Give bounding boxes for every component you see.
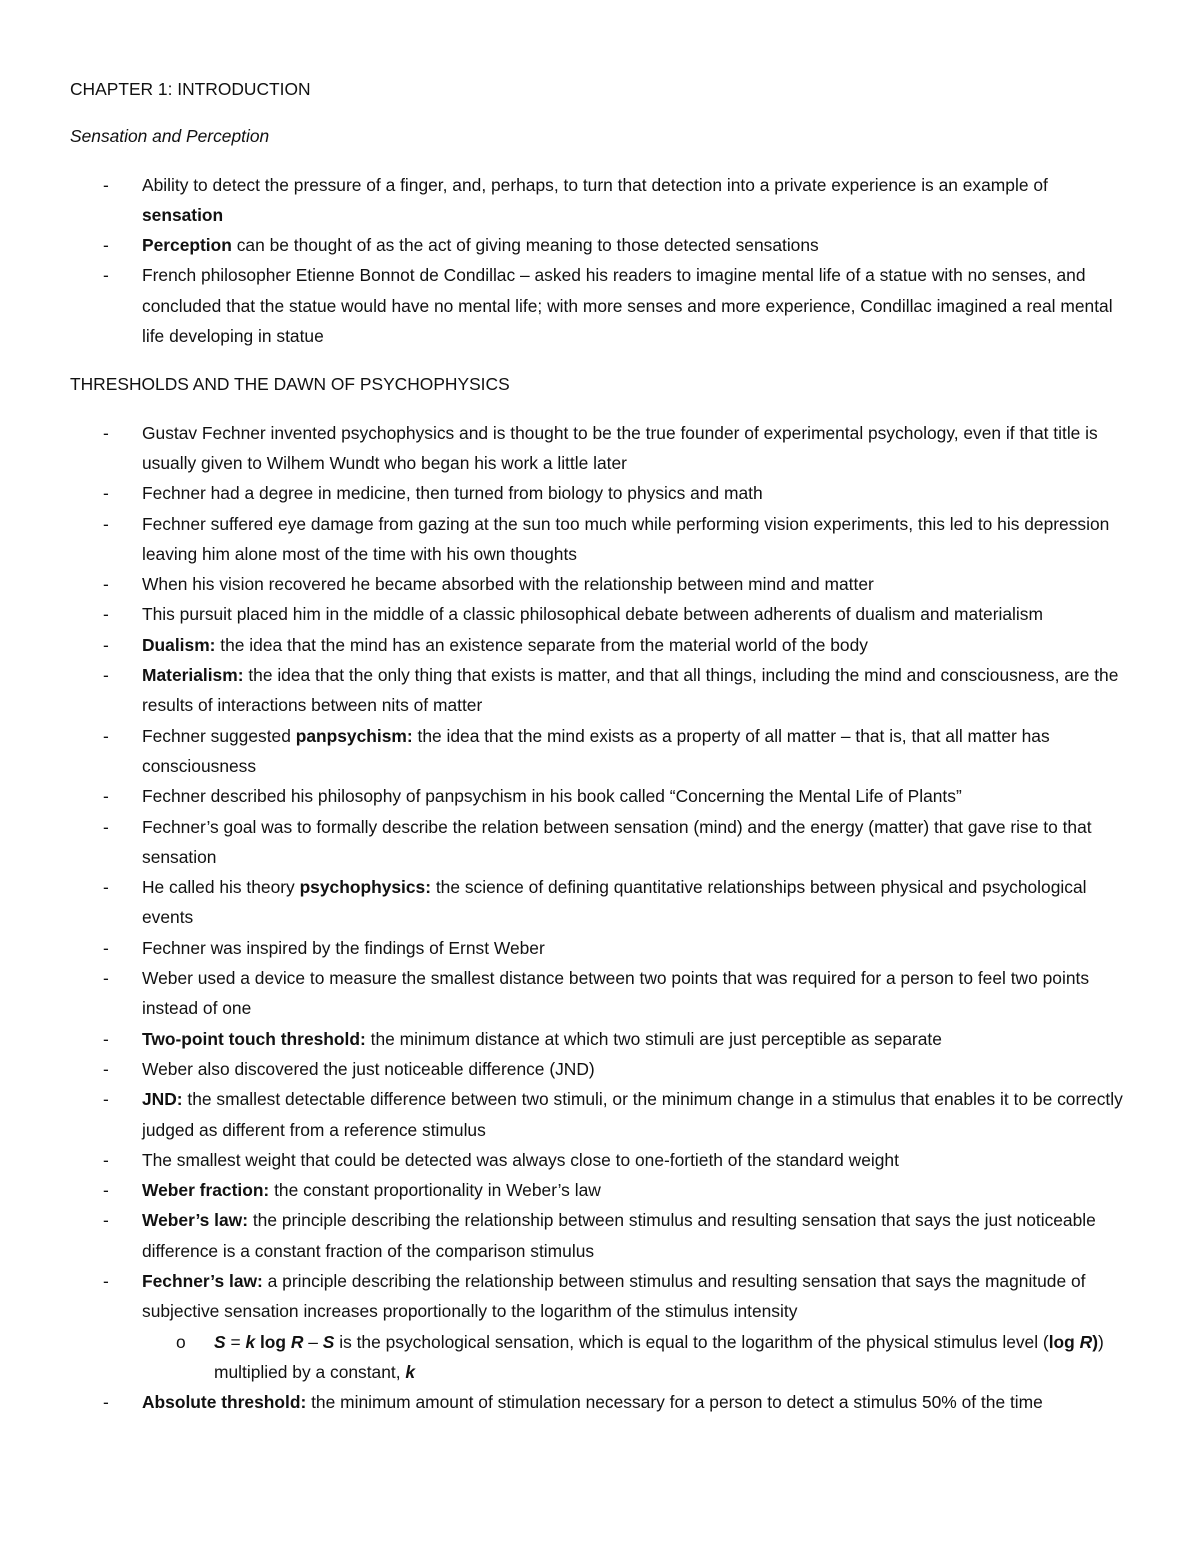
bullet-term: panpsychism: (295, 725, 413, 746)
dash-bullet-icon: - (103, 816, 109, 837)
thresholds-bullet-list (70, 418, 1130, 1327)
list-item (70, 599, 1130, 629)
formula-log-2: log (1048, 1331, 1080, 1352)
bullet-term: Perception (142, 235, 232, 256)
bullet-text-after: the minimum amount of stimulation necessary for a person to detect a stimulus 50% of the time (306, 1392, 1043, 1413)
dash-bullet-icon: - (103, 1149, 109, 1170)
formula-sub-list (70, 1327, 1130, 1388)
list-item (70, 721, 1130, 782)
dash-bullet-icon: - (103, 725, 109, 746)
bullet-text: The smallest weight that could be detected was always close to one-fortieth of the standard weight (142, 1149, 899, 1170)
dash-bullet-icon: - (103, 483, 109, 504)
list-item (70, 1145, 1130, 1175)
bullet-text-after: the minimum distance at which two stimuli are just perceptible as separate (365, 1028, 942, 1049)
dash-bullet-icon: - (103, 968, 109, 989)
circle-bullet-icon: o (176, 1331, 186, 1352)
sensation-bullet-list (70, 170, 1130, 352)
bullet-text-after: the idea that the mind has an existence separate from the material world of the body (215, 634, 868, 655)
bullet-text: This pursuit placed him in the middle of a classic philosophical debate between adherents of dualism and materialism (142, 604, 1043, 625)
dash-bullet-icon: - (103, 1180, 109, 1201)
dash-bullet-icon: - (103, 422, 109, 443)
absolute-threshold-list (70, 1387, 1130, 1417)
chapter-title: CHAPTER 1: INTRODUCTION (70, 79, 311, 99)
bullet-text-after: a principle describing the relationship between stimulus and resulting sensation that says the magnitude of subjective sensation increases proportionally to the logarithm of the stimulus intensity (142, 1270, 1086, 1322)
bullet-term: Absolute threshold: (142, 1392, 307, 1413)
list-item (70, 1266, 1130, 1327)
formula-equals: = (225, 1331, 246, 1352)
list-item (70, 509, 1130, 570)
dash-bullet-icon: - (103, 786, 109, 807)
list-item (70, 569, 1130, 599)
bullet-text: Fechner suffered eye damage from gazing at the sun too much while performing vision experiments, this led to his depression leaving him alone most of the time with his own thoughts (142, 513, 1110, 564)
bullet-text-after: can be thought of as the act of giving meaning to those detected sensations (231, 235, 819, 256)
bullet-text: Weber also discovered the just noticeable difference (JND) (142, 1058, 595, 1079)
formula-text-2: ) multiplied by a constant, (214, 1331, 1104, 1382)
bullet-text: When his vision recovered he became absorbed with the relationship between mind and matter (142, 574, 874, 595)
dash-bullet-icon: - (103, 265, 109, 286)
list-item (70, 170, 1130, 231)
dash-bullet-icon: - (103, 1210, 109, 1231)
bullet-text: Fechner was inspired by the findings of Ernst Weber (142, 937, 545, 958)
bullet-term: Two-point touch threshold: (142, 1028, 366, 1049)
list-item (70, 872, 1130, 933)
bullet-term: JND: (142, 1089, 183, 1110)
dash-bullet-icon: - (103, 634, 109, 655)
formula-var-r-2: R (1079, 1331, 1093, 1352)
bullet-text: Fechner described his philosophy of panpsychism in his book called “Concerning the Mental Life of Plants” (142, 786, 962, 807)
bullet-term: sensation (142, 204, 224, 225)
bullet-term: Weber fraction: (142, 1180, 270, 1201)
formula-block (70, 1327, 1130, 1388)
bullet-term: Weber’s law: (142, 1210, 248, 1231)
bullet-text-after: the smallest detectable difference between two stimuli, or the minimum change in a stimulus that enables it to be correctly judged as different from a reference stimulus (142, 1089, 1123, 1140)
dash-bullet-icon: - (103, 937, 109, 958)
bullet-text: Ability to detect the pressure of a finger, and, perhaps, to turn that detection into a private experience is an example of (142, 174, 1048, 195)
formula-dash: – (303, 1331, 323, 1352)
bullet-text-after: the constant proportionality in Weber’s law (269, 1180, 601, 1201)
dash-bullet-icon: - (103, 1058, 109, 1079)
bullet-text-after: the idea that the mind exists as a property of all matter – that is, that all matter has consciousness (142, 725, 1050, 776)
list-item (70, 660, 1130, 721)
bullet-term: Dualism: (142, 634, 216, 655)
list-item (70, 478, 1130, 508)
formula-var-s: S (214, 1331, 226, 1352)
bullet-text-after: the science of defining quantitative relationships between physical and psychological events (142, 877, 1087, 928)
list-item (70, 1175, 1130, 1205)
formula-var-k-2: k (405, 1361, 416, 1382)
list-item (70, 781, 1130, 811)
list-item (70, 630, 1130, 660)
formula-sub-item: o S = k log R – S is the psychological sensation, which is equal to the logarithm of the physical stimulus level (log R)) multiplied by a constant, k (70, 1327, 1130, 1388)
list-item (70, 260, 1130, 351)
list-item (70, 812, 1130, 873)
bullet-term: psychophysics: (299, 877, 432, 898)
dash-bullet-icon: - (103, 1089, 109, 1110)
bullet-text: Fechner suggested (142, 725, 296, 746)
bullet-text: French philosopher Etienne Bonnot de Condillac – asked his readers to imagine mental life of a statue with no senses, and concluded that the statue would have no mental life; with more senses and more experience, Condillac imagined a real mental life developing in statue (142, 265, 1113, 347)
bullet-text: Fechner had a degree in medicine, then turned from biology to physics and math (142, 483, 763, 504)
list-item (70, 1205, 1130, 1266)
formula-var-s-2: S (322, 1331, 335, 1352)
formula-container (70, 1327, 1130, 1388)
section-title-sensation-perception: Sensation and Perception (70, 126, 270, 147)
bullet-text-after: the idea that the only thing that exists is matter, and that all things, including the mind and consciousness, are the results of interactions between nits of matter (142, 665, 1119, 716)
document-page (70, 74, 1130, 1417)
list-item (70, 1084, 1130, 1145)
dash-bullet-icon: - (103, 513, 109, 534)
formula-log: log (255, 1331, 291, 1352)
dash-bullet-icon: - (103, 174, 109, 195)
dash-bullet-icon: - (103, 1270, 109, 1291)
bullet-text: Fechner’s goal was to formally describe the relation between sensation (mind) and the energy (matter) that gave rise to that sensation (142, 816, 1092, 867)
list-item (70, 963, 1130, 1024)
dash-bullet-icon: - (103, 877, 109, 898)
list-item (70, 1387, 1130, 1417)
bullet-term: Materialism: (142, 665, 244, 686)
dash-bullet-icon: - (103, 1392, 109, 1413)
dash-bullet-icon: - (103, 574, 109, 595)
dash-bullet-icon: - (103, 235, 109, 256)
formula-text-1: is the psychological sensation, which is equal to the logarithm of the physical stimulus level ( (334, 1331, 1049, 1352)
bullet-term: Fechner’s law: (142, 1270, 263, 1291)
formula-var-r: R (290, 1331, 304, 1352)
list-item (70, 418, 1130, 479)
bullet-text: Weber used a device to measure the smallest distance between two points that was required for a person to feel two points instead of one (142, 968, 1090, 1019)
list-item (70, 230, 1130, 260)
list-item (70, 933, 1130, 963)
formula-var-k: k (245, 1331, 256, 1352)
bullet-text-after: the principle describing the relationship between stimulus and resulting sensation that says the just noticeable difference is a constant fraction of the comparison stimulus (142, 1210, 1096, 1261)
dash-bullet-icon: - (103, 665, 109, 686)
dash-bullet-icon: - (103, 1028, 109, 1049)
bullet-text: Gustav Fechner invented psychophysics and is thought to be the true founder of experimental psychology, even if that title is usually given to Wilhem Wundt who began his work a little later (142, 422, 1098, 473)
dash-bullet-icon: - (103, 604, 109, 625)
bullet-text: He called his theory (142, 877, 300, 898)
list-item (70, 1054, 1130, 1084)
section-title-thresholds: THRESHOLDS AND THE DAWN OF PSYCHOPHYSICS (70, 374, 510, 395)
list-item (70, 1024, 1130, 1054)
